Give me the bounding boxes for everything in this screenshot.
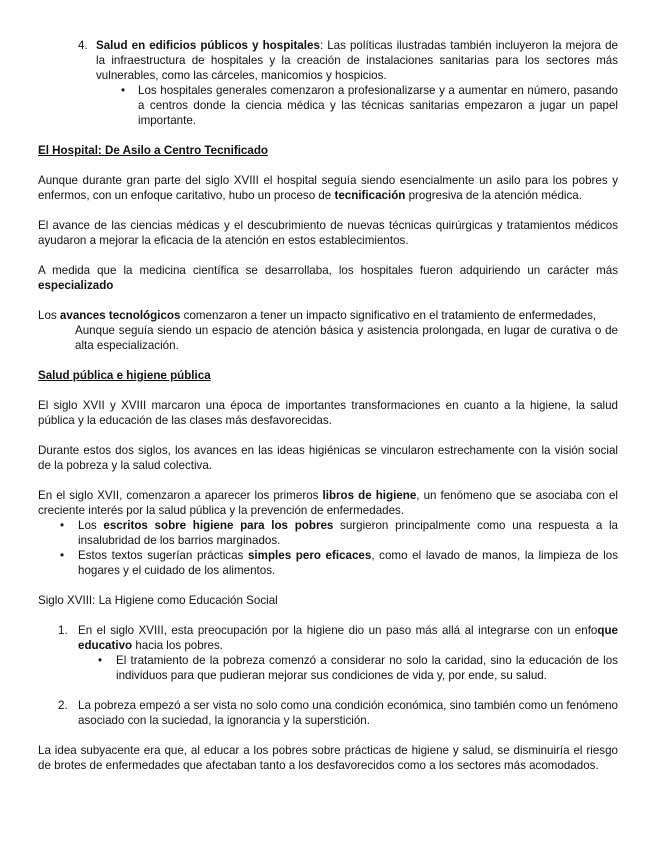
bullet-text: Los hospitales generales comenzaron a profesionalizarse y a aumentar en número, pasando a centros donde la ciencia médica y las técnicas sanitarias empezaron a jugar un papel importante. (138, 84, 618, 127)
list-item-4 (38, 38, 618, 83)
paragraph: Durante estos dos siglos, los avances en las ideas higiénicas se vincularon estrechamente con la visión social de la pobreza y la salud colectiva. (38, 444, 618, 472)
list-number: 2. (58, 699, 68, 712)
list-number: 1. (58, 624, 68, 637)
section-heading-salud: Salud pública e higiene pública (38, 369, 211, 382)
list-item-1: 1. En el siglo XVIII, esta preocupación por la higiene dio un paso más allá al integrarse con un enfoque educativo hacia los pobres. (58, 624, 618, 652)
bullet-icon: • (60, 519, 65, 532)
item-text: : Las políticas ilustradas también incluyeron la mejora de la infraestructura de hospitales y la creación de instalaciones sanitarias para los sectores más vulnerables, como las cárceles, manicomios y hospicios. (96, 39, 618, 82)
list-item: • Los escritos sobre higiene para los pobres surgieron principalmente como una respuesta a la insalubridad de los barrios marginados. (60, 519, 618, 547)
item-title: Salud en edificios públicos y hospitales (96, 39, 320, 52)
document-page (38, 38, 618, 773)
paragraph: Aunque durante gran parte del siglo XVIII el hospital seguía siendo esencialmente un asilo para los pobres y enfermos, con un enfoque caritativo, hubo un proceso de tecnificación progresiva de la atención médica. (38, 174, 618, 202)
bullet-icon: • (98, 654, 103, 667)
list-number: 4. (78, 39, 88, 52)
list-item (38, 653, 618, 683)
paragraph: El siglo XVII y XVIII marcaron una época de importantes transformaciones en cuanto a la higiene, la salud pública y la educación de las clases más desfavorecidas. (38, 399, 618, 427)
list-item (38, 83, 618, 128)
section-heading-siglo18: Siglo XVIII: La Higiene como Educación Social (38, 594, 278, 607)
indented-paragraph: Aunque seguía siendo un espacio de atención básica y asistencia prolongada, en lugar de curativa o de alta especialización. (75, 324, 618, 352)
paragraph: Los avances tecnológicos comenzaron a tener un impacto significativo en el tratamiento de enfermedades, (38, 309, 597, 322)
list-item-2 (38, 698, 618, 728)
item-text: La pobreza empezó a ser vista no solo como una condición económica, sino también como un fenómeno asociado con la suciedad, la ignorancia y la superstición. (78, 699, 618, 727)
bullet-icon: • (60, 549, 65, 562)
section-heading-hospital: El Hospital: De Asilo a Centro Tecnificado (38, 144, 268, 157)
paragraph: El avance de las ciencias médicas y el descubrimiento de nuevas técnicas quirúrgicas y tratamientos médicos ayudaron a mejorar la eficacia de la atención en estos establecimientos. (38, 219, 618, 247)
paragraph: En el siglo XVII, comenzaron a aparecer los primeros libros de higiene, un fenómeno que se asociaba con el creciente interés por la salud pública y la prevención de enfermedades. (38, 489, 619, 517)
paragraph: A medida que la medicina científica se desarrollaba, los hospitales fueron adquiriendo un carácter más especializado (38, 264, 618, 292)
list-item: • Estos textos sugerían prácticas simples pero eficaces, como el lavado de manos, la limpieza de los hogares y el cuidado de los alimentos. (60, 549, 618, 577)
bullet-icon: • (121, 84, 126, 97)
paragraph: La idea subyacente era que, al educar a los pobres sobre prácticas de higiene y salud, se disminuiría el riesgo de brotes de enfermedades que afectaban tanto a los desfavorecidos como a los sectores más acomodados. (38, 744, 618, 772)
bullet-text: El tratamiento de la pobreza comenzó a considerar no solo la caridad, sino la educación de los individuos para que pudieran mejorar sus condiciones de vida y, por ende, su salud. (116, 654, 618, 682)
